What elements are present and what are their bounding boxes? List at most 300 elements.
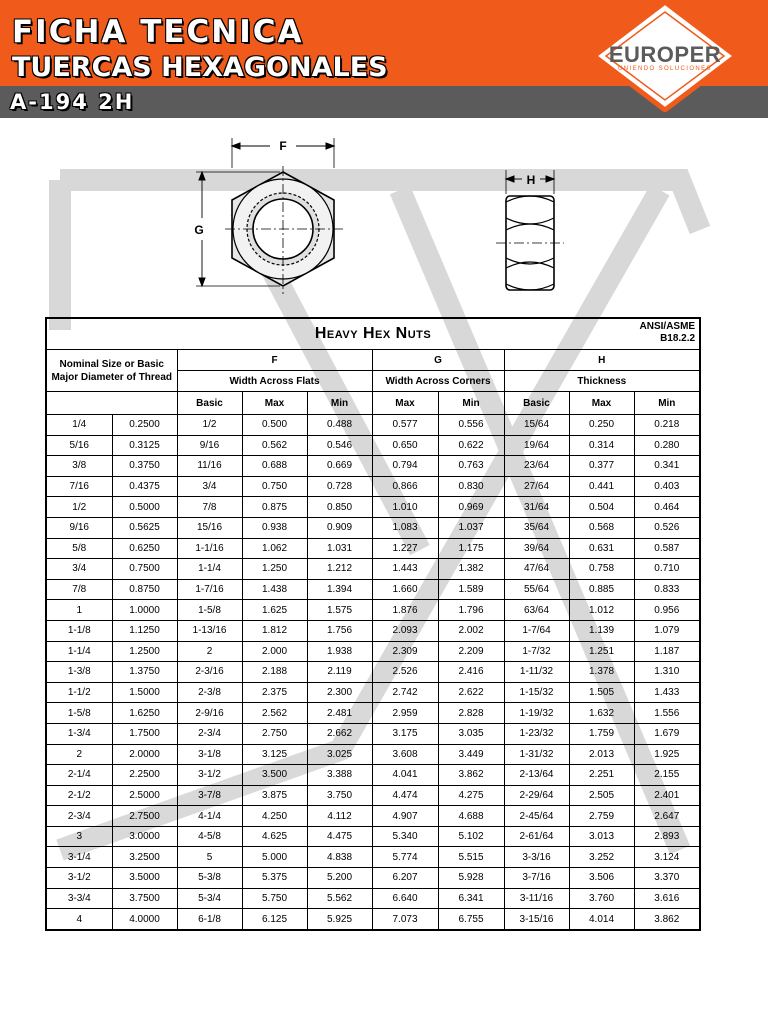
cell-h-basic: 3-15/16: [504, 909, 569, 930]
cell-f-max: 2.750: [242, 723, 307, 744]
table-row: [46, 662, 700, 683]
cell-g-min: 0.556: [438, 415, 504, 436]
cell-g-min: 3.862: [438, 765, 504, 786]
document-subtitle: TUERCAS HEXAGONALES: [12, 52, 388, 83]
cell-nominal-size: 9/16: [46, 517, 112, 538]
cell-f-basic: 2-3/16: [177, 662, 242, 683]
cell-f-basic: 3/4: [177, 476, 242, 497]
cell-f-max: 3.500: [242, 765, 307, 786]
cell-nominal-size: 3/4: [46, 559, 112, 580]
cell-g-max: 2.093: [372, 620, 438, 641]
document-title: FICHA TECNICA: [12, 14, 304, 50]
cell-f-min: 3.750: [307, 785, 372, 806]
cell-f-min: 3.388: [307, 765, 372, 786]
dimension-f-label: F: [279, 139, 287, 153]
cell-h-max: 1.505: [569, 682, 634, 703]
cell-g-max: 1.660: [372, 579, 438, 600]
table-row: [46, 785, 700, 806]
cell-f-basic: 3-7/8: [177, 785, 242, 806]
cell-h-basic: 35/64: [504, 517, 569, 538]
cell-h-max: 4.014: [569, 909, 634, 930]
cell-f-max: 0.500: [242, 415, 307, 436]
cell-g-max: 2.959: [372, 703, 438, 724]
cell-f-min: 1.031: [307, 538, 372, 559]
table-row: [46, 415, 700, 436]
table-row: [46, 517, 700, 538]
cell-g-max: 4.907: [372, 806, 438, 827]
cell-h-min: 1.925: [634, 744, 700, 765]
cell-f-min: 5.200: [307, 868, 372, 889]
subheader-h-min: Min: [634, 392, 700, 415]
cell-f-min: 0.546: [307, 435, 372, 456]
cell-h-max: 0.758: [569, 559, 634, 580]
cell-h-min: 0.526: [634, 517, 700, 538]
cell-h-basic: 19/64: [504, 435, 569, 456]
cell-f-max: 5.000: [242, 847, 307, 868]
cell-h-max: 3.506: [569, 868, 634, 889]
standard-line-2: B18.2.2: [660, 333, 696, 344]
cell-basic-diameter: 1.5000: [112, 682, 177, 703]
cell-f-basic: 3-1/8: [177, 744, 242, 765]
cell-h-min: 2.893: [634, 826, 700, 847]
cell-f-basic: 1-7/16: [177, 579, 242, 600]
cell-nominal-size: 1-1/8: [46, 620, 112, 641]
cell-f-max: 1.625: [242, 600, 307, 621]
cell-h-min: 0.403: [634, 476, 700, 497]
cell-f-min: 0.850: [307, 497, 372, 518]
cell-g-min: 5.928: [438, 868, 504, 889]
cell-g-max: 0.794: [372, 456, 438, 477]
subheader-f-basic: Basic: [177, 392, 242, 415]
cell-g-min: 4.688: [438, 806, 504, 827]
table-row: [46, 888, 700, 909]
cell-h-basic: 2-13/64: [504, 765, 569, 786]
cell-f-basic: 5-3/4: [177, 888, 242, 909]
cell-h-min: 3.616: [634, 888, 700, 909]
cell-nominal-size: 1: [46, 600, 112, 621]
cell-h-min: 3.862: [634, 909, 700, 930]
dimension-h-label: H: [526, 173, 536, 187]
table-row: [46, 744, 700, 765]
cell-nominal-size: 3-1/2: [46, 868, 112, 889]
cell-f-max: 3.875: [242, 785, 307, 806]
table-row: [46, 620, 700, 641]
cell-g-min: 5.515: [438, 847, 504, 868]
cell-g-max: 5.774: [372, 847, 438, 868]
cell-h-basic: 1-7/64: [504, 620, 569, 641]
cell-g-min: 0.969: [438, 497, 504, 518]
cell-g-min: 0.830: [438, 476, 504, 497]
cell-h-min: 0.833: [634, 579, 700, 600]
cell-basic-diameter: 1.3750: [112, 662, 177, 683]
cell-g-min: 1.796: [438, 600, 504, 621]
cell-g-max: 4.474: [372, 785, 438, 806]
cell-g-max: 6.207: [372, 868, 438, 889]
table-row: [46, 559, 700, 580]
cell-f-min: 0.909: [307, 517, 372, 538]
cell-f-min: 5.562: [307, 888, 372, 909]
cell-h-basic: 2-61/64: [504, 826, 569, 847]
cell-h-max: 0.314: [569, 435, 634, 456]
cell-g-min: 1.037: [438, 517, 504, 538]
table-title: Heavy Hex Nuts: [314, 325, 432, 342]
cell-g-min: 2.209: [438, 641, 504, 662]
cell-f-max: 1.062: [242, 538, 307, 559]
table-row: [46, 723, 700, 744]
cell-f-basic: 2: [177, 641, 242, 662]
cell-nominal-size: 3: [46, 826, 112, 847]
cell-h-min: 1.679: [634, 723, 700, 744]
cell-g-min: 0.622: [438, 435, 504, 456]
group-h-desc: Thickness: [504, 371, 700, 392]
logo-tagline: UNIENDO SOLUCIONES: [618, 66, 712, 72]
cell-f-max: 1.812: [242, 620, 307, 641]
cell-f-max: 2.562: [242, 703, 307, 724]
nut-technical-drawing: [0, 118, 768, 318]
cell-f-min: 5.925: [307, 909, 372, 930]
subheader-f-min: Min: [307, 392, 372, 415]
cell-h-min: 1.079: [634, 620, 700, 641]
cell-basic-diameter: 0.4375: [112, 476, 177, 497]
hex-nut-side-view: [496, 170, 564, 290]
cell-g-min: 3.035: [438, 723, 504, 744]
cell-basic-diameter: 4.0000: [112, 909, 177, 930]
cell-f-max: 4.625: [242, 826, 307, 847]
cell-nominal-size: 2: [46, 744, 112, 765]
cell-h-min: 1.187: [634, 641, 700, 662]
dimension-g-label: G: [194, 223, 204, 237]
cell-basic-diameter: 1.7500: [112, 723, 177, 744]
cell-f-basic: 6-1/8: [177, 909, 242, 930]
table-row: [46, 435, 700, 456]
table-title-cell: [46, 318, 700, 350]
cell-h-min: 2.401: [634, 785, 700, 806]
cell-h-basic: 2-29/64: [504, 785, 569, 806]
cell-f-basic: 4-1/4: [177, 806, 242, 827]
cell-f-min: 2.662: [307, 723, 372, 744]
cell-h-max: 0.631: [569, 538, 634, 559]
cell-h-basic: 47/64: [504, 559, 569, 580]
grade-label: A-194 2H: [10, 90, 135, 114]
cell-h-max: 1.139: [569, 620, 634, 641]
cell-basic-diameter: 2.2500: [112, 765, 177, 786]
cell-basic-diameter: 0.2500: [112, 415, 177, 436]
subheader-h-max: Max: [569, 392, 634, 415]
table-row: [46, 806, 700, 827]
subheader-g-max: Max: [372, 392, 438, 415]
cell-f-basic: 1-13/16: [177, 620, 242, 641]
cell-basic-diameter: 1.0000: [112, 600, 177, 621]
cell-f-max: 5.750: [242, 888, 307, 909]
cell-g-min: 2.622: [438, 682, 504, 703]
cell-g-min: 2.416: [438, 662, 504, 683]
cell-basic-diameter: 1.1250: [112, 620, 177, 641]
cell-basic-diameter: 0.3750: [112, 456, 177, 477]
cell-nominal-size: 1/4: [46, 415, 112, 436]
cell-f-basic: 1/2: [177, 415, 242, 436]
cell-f-max: 0.938: [242, 517, 307, 538]
table-row: [46, 703, 700, 724]
cell-h-min: 0.218: [634, 415, 700, 436]
cell-basic-diameter: 2.7500: [112, 806, 177, 827]
cell-g-max: 5.340: [372, 826, 438, 847]
cell-h-max: 2.013: [569, 744, 634, 765]
cell-h-max: 0.377: [569, 456, 634, 477]
subheader-g-min: Min: [438, 392, 504, 415]
cell-f-max: 5.375: [242, 868, 307, 889]
group-h-letter: H: [504, 350, 700, 371]
cell-g-max: 1.010: [372, 497, 438, 518]
cell-g-max: 1.876: [372, 600, 438, 621]
cell-nominal-size: 4: [46, 909, 112, 930]
table-row: [46, 579, 700, 600]
cell-g-max: 2.309: [372, 641, 438, 662]
table-row: [46, 600, 700, 621]
table-row: [46, 682, 700, 703]
cell-nominal-size: 1/2: [46, 497, 112, 518]
subheader-f-max: Max: [242, 392, 307, 415]
table-row: [46, 456, 700, 477]
cell-basic-diameter: 2.5000: [112, 785, 177, 806]
cell-nominal-size: 1-5/8: [46, 703, 112, 724]
cell-nominal-size: 5/8: [46, 538, 112, 559]
cell-h-max: 1.378: [569, 662, 634, 683]
cell-f-basic: 5-3/8: [177, 868, 242, 889]
cell-f-max: 4.250: [242, 806, 307, 827]
cell-basic-diameter: 0.5625: [112, 517, 177, 538]
cell-nominal-size: 1-1/2: [46, 682, 112, 703]
cell-f-min: 0.488: [307, 415, 372, 436]
cell-f-max: 0.562: [242, 435, 307, 456]
cell-g-min: 4.275: [438, 785, 504, 806]
cell-g-min: 1.382: [438, 559, 504, 580]
cell-h-max: 2.505: [569, 785, 634, 806]
cell-g-max: 1.083: [372, 517, 438, 538]
cell-h-basic: 31/64: [504, 497, 569, 518]
cell-f-min: 1.938: [307, 641, 372, 662]
cell-h-min: 0.280: [634, 435, 700, 456]
cell-nominal-size: 5/16: [46, 435, 112, 456]
table-row: [46, 497, 700, 518]
cell-f-max: 2.375: [242, 682, 307, 703]
cell-f-max: 6.125: [242, 909, 307, 930]
cell-f-max: 3.125: [242, 744, 307, 765]
cell-h-max: 0.885: [569, 579, 634, 600]
cell-g-max: 2.742: [372, 682, 438, 703]
cell-f-min: 0.669: [307, 456, 372, 477]
cell-h-min: 0.341: [634, 456, 700, 477]
cell-f-basic: 1-1/16: [177, 538, 242, 559]
hex-nut-top-view: [196, 138, 345, 294]
cell-g-max: 7.073: [372, 909, 438, 930]
cell-h-basic: 1-31/32: [504, 744, 569, 765]
cell-h-basic: 1-11/32: [504, 662, 569, 683]
cell-g-max: 3.608: [372, 744, 438, 765]
cell-f-max: 0.688: [242, 456, 307, 477]
cell-f-min: 4.112: [307, 806, 372, 827]
table-row: [46, 765, 700, 786]
cell-basic-diameter: 1.2500: [112, 641, 177, 662]
cell-g-min: 3.449: [438, 744, 504, 765]
cell-h-max: 1.759: [569, 723, 634, 744]
cell-nominal-size: 3/8: [46, 456, 112, 477]
cell-f-max: 1.438: [242, 579, 307, 600]
cell-h-max: 3.252: [569, 847, 634, 868]
cell-f-basic: 1-5/8: [177, 600, 242, 621]
cell-f-min: 1.212: [307, 559, 372, 580]
cell-h-basic: 3-3/16: [504, 847, 569, 868]
cell-f-max: 2.188: [242, 662, 307, 683]
cell-h-min: 3.124: [634, 847, 700, 868]
cell-h-min: 0.464: [634, 497, 700, 518]
table-row: [46, 868, 700, 889]
cell-h-min: 1.310: [634, 662, 700, 683]
cell-h-basic: 1-15/32: [504, 682, 569, 703]
cell-f-min: 4.838: [307, 847, 372, 868]
cell-h-basic: 1-23/32: [504, 723, 569, 744]
cell-h-min: 1.433: [634, 682, 700, 703]
cell-f-max: 2.000: [242, 641, 307, 662]
cell-f-min: 1.394: [307, 579, 372, 600]
cell-h-max: 0.568: [569, 517, 634, 538]
cell-f-max: 0.875: [242, 497, 307, 518]
cell-f-min: 2.300: [307, 682, 372, 703]
cell-g-min: 6.755: [438, 909, 504, 930]
cell-h-max: 1.012: [569, 600, 634, 621]
cell-g-max: 6.640: [372, 888, 438, 909]
cell-g-min: 2.828: [438, 703, 504, 724]
cell-f-basic: 1-1/4: [177, 559, 242, 580]
cell-f-min: 1.575: [307, 600, 372, 621]
cell-f-min: 4.475: [307, 826, 372, 847]
cell-basic-diameter: 0.8750: [112, 579, 177, 600]
cell-g-max: 2.526: [372, 662, 438, 683]
cell-f-min: 3.025: [307, 744, 372, 765]
cell-h-min: 0.710: [634, 559, 700, 580]
cell-h-min: 2.647: [634, 806, 700, 827]
cell-h-max: 0.441: [569, 476, 634, 497]
table-body: [46, 415, 700, 930]
nominal-size-header: Nominal Size or Basic Major Diameter of Thread: [46, 350, 177, 392]
cell-g-min: 6.341: [438, 888, 504, 909]
cell-basic-diameter: 2.0000: [112, 744, 177, 765]
cell-g-max: 1.227: [372, 538, 438, 559]
cell-f-min: 0.728: [307, 476, 372, 497]
cell-h-basic: 15/64: [504, 415, 569, 436]
table-row: [46, 538, 700, 559]
cell-nominal-size: 2-1/4: [46, 765, 112, 786]
group-f-letter: F: [177, 350, 372, 371]
cell-f-min: 2.481: [307, 703, 372, 724]
blank-subheader: [46, 392, 177, 415]
cell-basic-diameter: 1.6250: [112, 703, 177, 724]
table-row: [46, 476, 700, 497]
cell-g-max: 0.866: [372, 476, 438, 497]
cell-basic-diameter: 0.7500: [112, 559, 177, 580]
cell-g-min: 1.175: [438, 538, 504, 559]
cell-g-min: 5.102: [438, 826, 504, 847]
table-row: [46, 826, 700, 847]
cell-h-basic: 63/64: [504, 600, 569, 621]
cell-g-min: 1.589: [438, 579, 504, 600]
cell-h-basic: 55/64: [504, 579, 569, 600]
cell-basic-diameter: 0.6250: [112, 538, 177, 559]
cell-nominal-size: 1-3/4: [46, 723, 112, 744]
cell-nominal-size: 2-3/4: [46, 806, 112, 827]
cell-nominal-size: 3-1/4: [46, 847, 112, 868]
group-f-desc: Width Across Flats: [177, 371, 372, 392]
table-row: [46, 641, 700, 662]
cell-g-max: 0.650: [372, 435, 438, 456]
cell-h-max: 0.250: [569, 415, 634, 436]
cell-h-min: 3.370: [634, 868, 700, 889]
cell-g-max: 3.175: [372, 723, 438, 744]
cell-basic-diameter: 3.7500: [112, 888, 177, 909]
cell-f-basic: 11/16: [177, 456, 242, 477]
group-g-desc: Width Across Corners: [372, 371, 504, 392]
cell-h-basic: 3-11/16: [504, 888, 569, 909]
cell-f-max: 1.250: [242, 559, 307, 580]
cell-basic-diameter: 3.2500: [112, 847, 177, 868]
standard-line-1: ANSI/ASME: [639, 321, 696, 332]
cell-g-max: 4.041: [372, 765, 438, 786]
cell-f-basic: 7/8: [177, 497, 242, 518]
cell-h-max: 2.251: [569, 765, 634, 786]
cell-basic-diameter: 0.3125: [112, 435, 177, 456]
cell-f-min: 1.756: [307, 620, 372, 641]
cell-f-basic: 2-9/16: [177, 703, 242, 724]
cell-basic-diameter: 0.5000: [112, 497, 177, 518]
group-g-letter: G: [372, 350, 504, 371]
cell-g-min: 2.002: [438, 620, 504, 641]
subheader-h-basic: Basic: [504, 392, 569, 415]
cell-f-min: 2.119: [307, 662, 372, 683]
cell-h-basic: 39/64: [504, 538, 569, 559]
table-row: [46, 847, 700, 868]
cell-nominal-size: 3-3/4: [46, 888, 112, 909]
cell-h-basic: 23/64: [504, 456, 569, 477]
cell-f-basic: 3-1/2: [177, 765, 242, 786]
cell-g-max: 1.443: [372, 559, 438, 580]
cell-h-basic: 2-45/64: [504, 806, 569, 827]
table-row: [46, 909, 700, 930]
cell-f-basic: 9/16: [177, 435, 242, 456]
cell-h-max: 2.759: [569, 806, 634, 827]
cell-f-basic: 2-3/8: [177, 682, 242, 703]
cell-h-basic: 1-19/32: [504, 703, 569, 724]
cell-h-basic: 3-7/16: [504, 868, 569, 889]
cell-h-basic: 1-7/32: [504, 641, 569, 662]
cell-h-max: 3.013: [569, 826, 634, 847]
cell-h-min: 2.155: [634, 765, 700, 786]
cell-h-max: 1.251: [569, 641, 634, 662]
cell-nominal-size: 7/8: [46, 579, 112, 600]
cell-h-min: 0.956: [634, 600, 700, 621]
cell-nominal-size: 2-1/2: [46, 785, 112, 806]
cell-h-max: 0.504: [569, 497, 634, 518]
cell-h-max: 3.760: [569, 888, 634, 909]
cell-f-basic: 5: [177, 847, 242, 868]
cell-f-max: 0.750: [242, 476, 307, 497]
cell-basic-diameter: 3.5000: [112, 868, 177, 889]
cell-h-max: 1.632: [569, 703, 634, 724]
cell-nominal-size: 7/16: [46, 476, 112, 497]
company-logo: [590, 0, 740, 112]
cell-nominal-size: 1-1/4: [46, 641, 112, 662]
cell-h-min: 1.556: [634, 703, 700, 724]
standard-reference: [640, 321, 696, 345]
cell-f-basic: 15/16: [177, 517, 242, 538]
